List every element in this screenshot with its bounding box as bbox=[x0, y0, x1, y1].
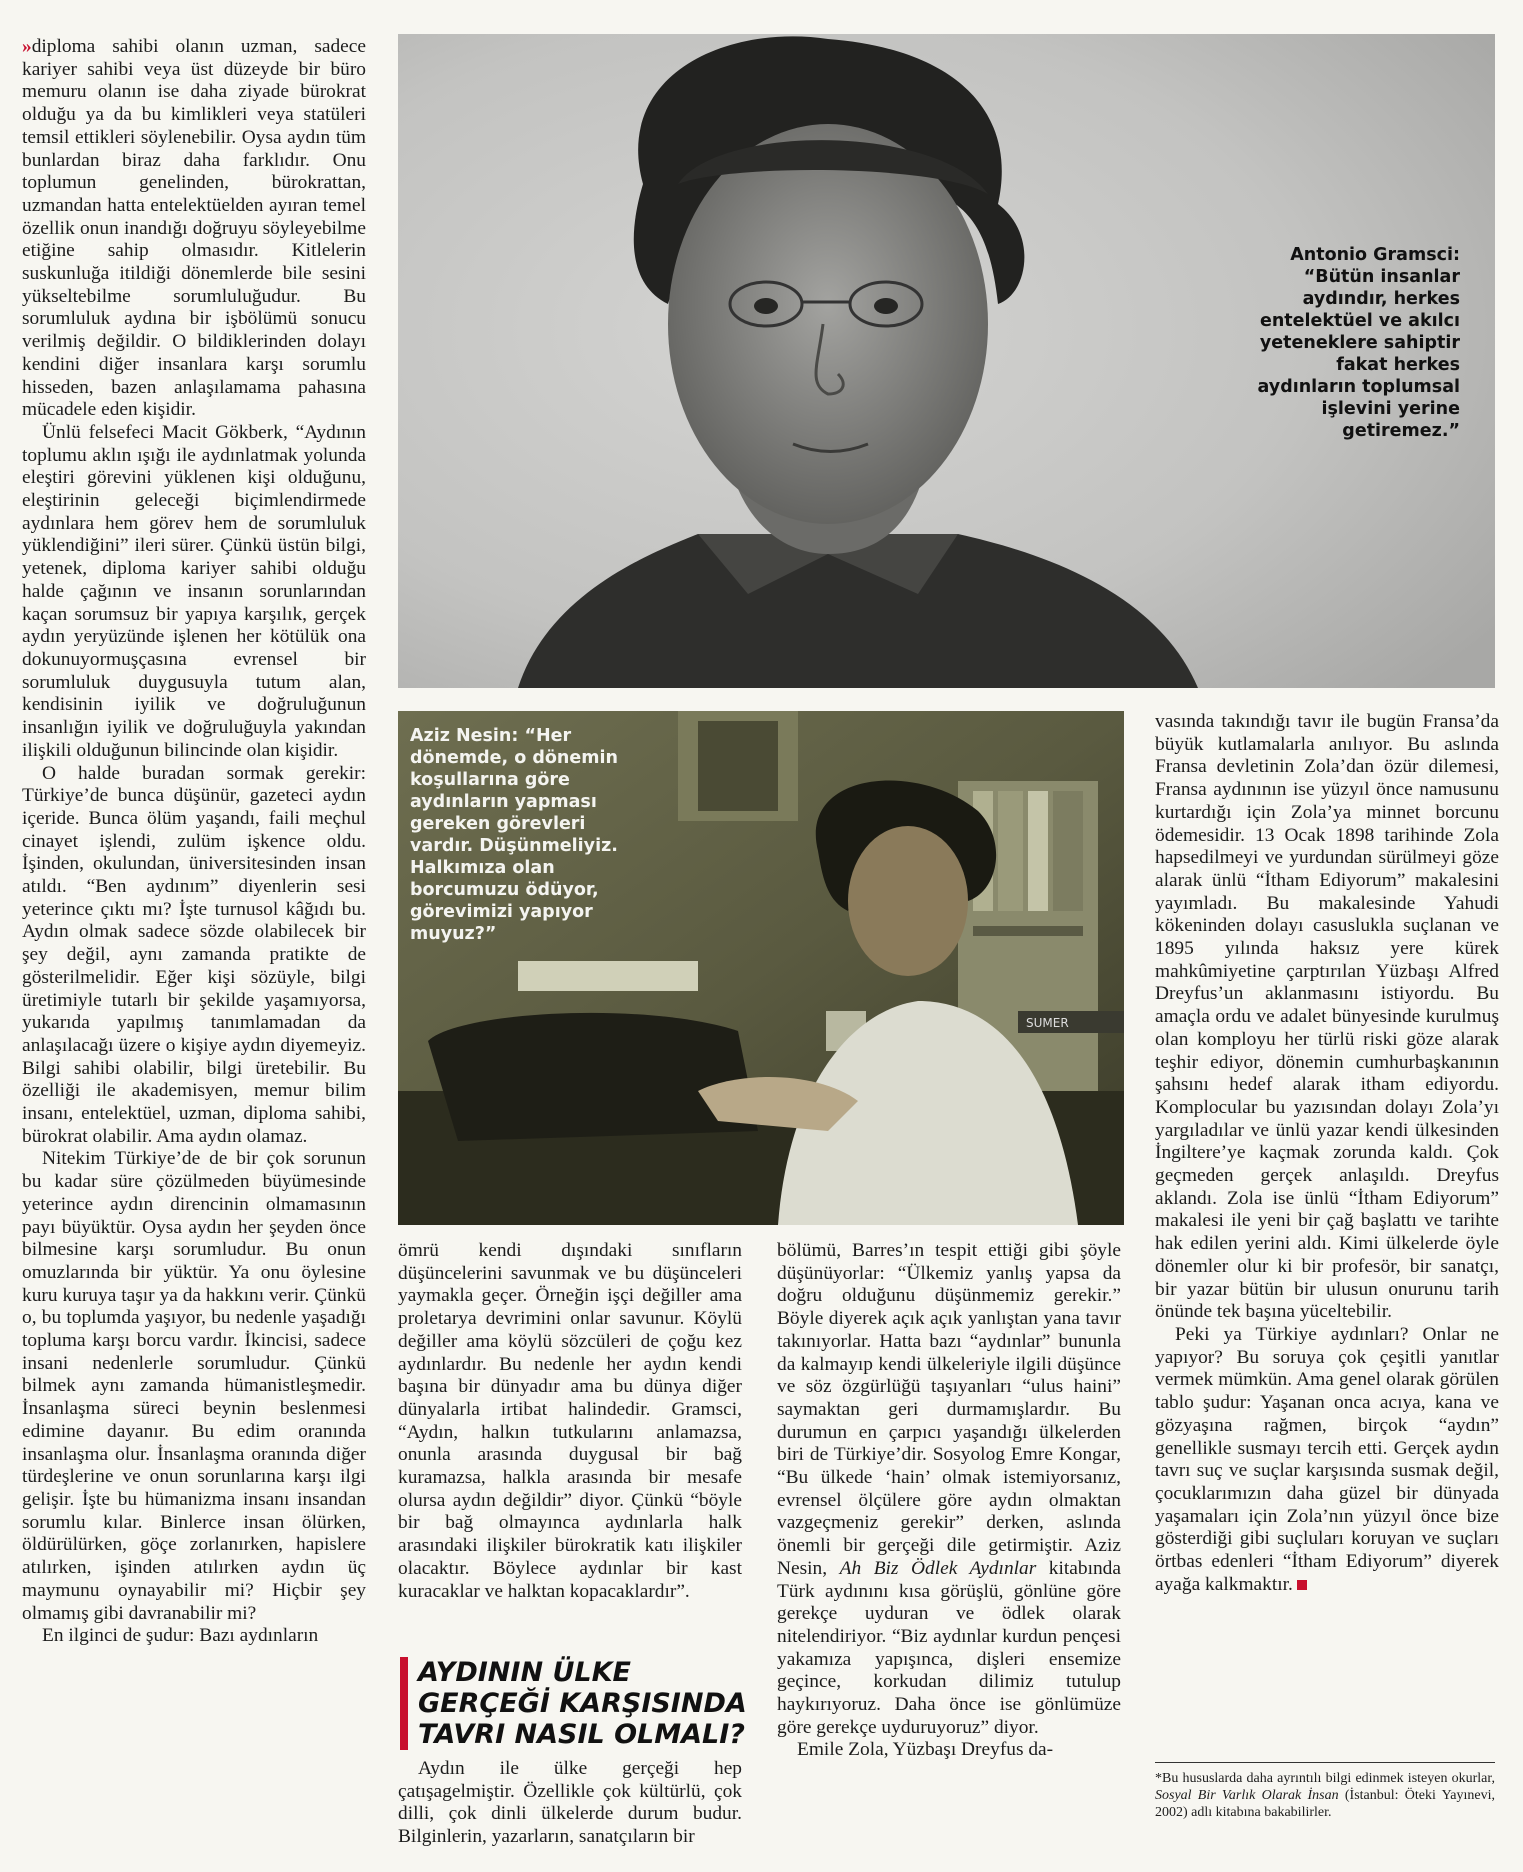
book-title: Ah Biz Ödlek Aydınlar bbox=[839, 1557, 1037, 1579]
col1-paragraph-5: En ilginci de şudur: Bazı aydınların bbox=[42, 1625, 319, 1647]
col4-paragraph-2: Peki ya Türkiye aydınları? Onlar ne yapıyor? Bu soruya çok çeşitli yanıtlar vermek mümkün. Ama genel olarak görülen tablo şudur: Yaşanan onca acıya, kana ve gözyaşına rağmen, birçok “aydın” genellikle susmayı tercih etti. Gerçek aydın tavrı suç ve suçlar karşısında susmak değil, çocuklarımızın daha güzel bir dünyada yaşamaları için Zola’nın yüzyıl önce bize gösterdiği gibi suçluları koruyan ve suçları örtbas edenleri “İtham Ediyorum” diyerek ayağa kalkmaktır. bbox=[1155, 1323, 1499, 1595]
column-4 bbox=[1155, 711, 1499, 1751]
footnote-book-title: Sosyal Bir Varlık Olarak İnsan bbox=[1155, 1788, 1339, 1803]
section-subheading: AYDININ ÜLKE GERÇEĞİ KARŞISINDA TAVRI NASIL OLMALI? bbox=[400, 1657, 768, 1750]
col4-paragraph-1: vasında takındığı tavır ile bugün Fransa’da büyük kutlamalarla anılıyor. Bu aslında Fransa devletinin Zola’dan özür dilemesi, Fransa aydınının ise yüzyıl önce namusunu kurtardığı için Zola’ya minnet borcunu ödemesidir. 13 Ocak 1898 tarihinde Zola hapsedilmeyi ve yurdundan sürülmeyi göze alarak ünlü “İtham Ediyorum” makalesini yayımladı. Bu makalesinde Yahudi kökeninden dolayı casuslukla suçlanan ve 1895 yılında haksız yere kürek mahkûmiyetine çarptırılan Yüzbaşı Alfred Dreyfus’un aklanmasını istiyordu. Bu amaçla ordu ve adalet bünyesinde kurulmuş olan komployu her türlü riski göze alarak teşhir ediyor, dönemin cumhurbaşkanının şahsını hedef alarak itham ediyordu. Komplocular bu yazısından dolayı Zola’yı yargıladılar ve ünlü yazar kendi ülkesinden İngiltere’ye kaçmak zorunda kaldı. Çok geçmeden gerçek anlaşıldı. Dreyfus aklandı. Zola ise ünlü “İtham Ediyorum” makalesi ile yeni bir çağ başlattı ve tarihte hak edilen yerini aldı. Kimi ülkelerde öyle dönemler olur ki bir profesör, bir sanatçı, bir yazar bütün bir ulusun onurunu tarih önünde tek başına yüceltebilir. bbox=[1155, 711, 1499, 1323]
footnote-rule bbox=[1155, 1762, 1495, 1763]
gramsci-photo bbox=[398, 34, 1495, 688]
column-2-continued bbox=[398, 1758, 742, 1862]
end-mark-icon bbox=[1297, 1580, 1307, 1590]
gramsci-caption: Antonio Gramsci: “Bütün insanlar aydındır, herkes entelektüel ve akılcı yeteneklere sahiptir fakat herkes aydınların toplumsal işlevini yerine getiremez.” bbox=[1257, 245, 1460, 441]
col1-paragraph-1: »diploma sahibi olanın uzman, sadece kariyer sahibi veya üst düzeyde bir büro memuru olanın ise daha ziyade bürokrat olduğu ya da bu kimlikleri veya statüleri temsil ettikleri söylenebilir. Oysa aydın tüm bunlardan biraz daha farklıdır. Onu toplumun genelinden, bürokrattan, uzmandan hatta entelektüelden ayıran temel özellik onun inandığı doğruyu söyleyebilme etiğine sahip olmasıdır. Kitlelerin suskunluğa itildiği dönemlerde bile sesini yükseltebilme sorumluluğudur. Bu sorumluluk aydına bir işbölümü sonucu verilmiş değildir. O bildiklerinden dolayı kendini diğer insanlara karşı sorumlu hisseden, bazen anlaşılamama pahasına mücadele eden kişidir. bbox=[22, 36, 366, 421]
continuation-arrow-icon: » bbox=[22, 36, 32, 57]
col2-paragraph-2: Aydın ile ülke gerçeği hep çatışagelmiştir. Özellikle çok kültürlü, çok dilli, çok dinli ülkelerde durum budur. Bilginlerin, yazarların, sanatçıların bir bbox=[398, 1758, 742, 1848]
column-3 bbox=[777, 1240, 1121, 1862]
footnote: *Bu hususlarda daha ayrıntılı bilgi edinmek isteyen okurlar, Sosyal Bir Varlık Olarak İnsan (İstanbul: Öteki Yayınevi, 2002) adlı kitabına bakabilirler. bbox=[1155, 1771, 1496, 1820]
typewriter-brand-label: SUMER bbox=[1026, 1016, 1069, 1030]
nesin-caption: Aziz Nesin: “Her dönemde, o dönemin koşullarına göre aydınların yapması gereken görevleri vardır. Düşünmeliyiz. Halkımıza olan borcumuzu ödüyor, görevimizi yapıyor muyuz?” bbox=[410, 726, 618, 944]
col2-paragraph-1: ömrü kendi dışındaki sınıfların düşüncelerini savunmak ve bu düşünceleri yaymakla geçer. Örneğin işçi değiller ama proletarya devrimini onlar savunur. Köylü değiller ama köylü sözcüleri de çoğu kez aydınlardır. Bu nedenle her aydın kendi başına bir dünyadır ama bu dünya diğer dünyalarla irtibat halindedir. Gramsci, “Aydın, halkın tutkularını anlamazsa, onunla arasında duygusal bir bağ kuramazsa, halkla arasında bir mesafe olursa aydın değildir” diyor. Çünkü “böyle bir bağ olmayınca aydınlarla halk arasındaki ilişkiler bürokratik katı ilişkiler olacaktır. Böylece aydınlar bir kast kuracaklar ve halktan kopacaklardır”. bbox=[398, 1240, 742, 1602]
column-1 bbox=[22, 36, 366, 1862]
col1-paragraph-4: Nitekim Türkiye’de de bir çok sorunun bu kadar süre çözülmeden büyümesinde yeterince aydın direncinin olmamasının payı büyüktür. Oysa aydın her şeyden önce bilmesine karşı sorumludur. Bu onun omuzlarında bir yüktür. Ya onu öylesine kuru kuruya taşır ya da hakkını verir. Çünkü o, bu toplumda yaşıyor, bu nedenle yaşadığı topluma karşı borcu vardır. İkincisi, sadece insani nedenlerle sorumludur. Çünkü bilmek aynı zamanda hümanistleşmedir. İnsanlaşma süreci beynin beslenmesi edimine dayanır. Bu edim oranında insanlaşma olur. İnsanlaşma oranında diğer türdeşlerine ve onun sorunlarına karşı ilgi gelişir. İşte bu hümanizma insanı insandan sorumlu kılar. Binlerce insan ölürken, öldürülürken, göçe zorlanırken, hapislere atılırken, işinden atılırken aydın üç maymunu oynayabilir mi? Hiçbir şey olmamış gibi davranabilir mi? bbox=[22, 1148, 366, 1624]
col1-paragraph-3: O halde buradan sormak gerekir: Türkiye’de bunca düşünür, gazeteci aydın içeride. Bunca ölüm yaşandı, faili meçhul cinayet işlendi, zulüm işkence oldu. İşinden, okulundan, üniversitesinden insan atıldı. “Ben aydınım” diyenlerin sesi yeterince çıktı mı? İşte turnusol kâğıdı bu. Aydın olmak sadece sözde olabilecek bir şey değil, aynı zamanda pratikte de gösterilmelidir. Eğer kişi sözüyle, bilgi üretimiyle tutarlı bir şekilde yaşamıyorsa, yukarıda yapılmış tanımlamadan da anlaşılacağı üzere o kişiye aydın diyemeyiz. Bilgi sahibi olabilir, bilgi üretebilir. Bu özelliği ile akademisyen, memur bilim insanı, entelektüel, uzman, diploma sahibi, bürokrat olabilir. Ama aydın olamaz. bbox=[22, 762, 366, 1147]
col1-paragraph-2: Ünlü felsefeci Macit Gökberk, “Aydının toplumu aklın ışığı ile aydınlatmak yolunda eleştiri görevini yüklenen kişi olduğunu, eleştirinin geleceği biçimlendirmede aydınlara hem görev hem de sorumluluk yüklendiğini” ileri sürer. Çünkü üstün bilgi, yetenek, diploma kariyer sahibi olduğu halde çağının ve insanın sorunlarından kaçan sorumsuz bir yapıya karşılık, gerçek aydın yeryüzünde işlenen her kötülük ona dokunuyormuşçasına evrensel bir sorumluluk duygusuyla tutum alan, kendisinin iyilik ve doğruluğunun insanlığın iyilik ve doğruluğuyla yakından ilişkili olduğunun bilincinde olan kişidir. bbox=[22, 421, 366, 761]
col3-paragraph-1: bölümü, Barres’ın tespit ettiği gibi şöyle düşünüyorlar: “Ülkemiz yanlış yapsa da doğru olduğunu düşünmemiz gerekir.” Böyle diyerek açık açık yanlıştan yana tavır takınıyorlar. Hatta bazı “aydınlar” bununla da kalmayıp kendi ülkeleriyle ilgili düşünce ve söz özgürlüğü taşıyanları “ulus haini” saymaktan geri durmamışlardır. Bu durumun en çarpıcı yaşandığı ülkelerden biri de Türkiye’dir. Sosyolog Emre Kongar, “Bu ülkede ‘hain’ olmak istemiyorsanız, evrensel ölçülere göre aydın olmaktan vazgeçmeniz gerekir” derken, aslında önemli bir gerçeği dile getirmiştir. Aziz Nesin, Ah Biz Ödlek Aydınlar kitabında Türk aydınını kısa görüşlü, gönlüne göre gerekçe uyduran ve ödlek olarak nitelendiriyor. “Biz aydınlar kurdun pençesi yakamıza yapışınca, dişleri ensemize geçince, korkudan dilimiz tutulup haykırıyoruz. Daha önce ise gönlümüze göre gerekçe uyduruyoruz” diyor. bbox=[777, 1240, 1121, 1738]
col3-paragraph-2: Emile Zola, Yüzbaşı Dreyfus da- bbox=[797, 1739, 1054, 1761]
nesin-photo bbox=[398, 711, 1124, 1225]
column-2 bbox=[398, 1240, 742, 1652]
